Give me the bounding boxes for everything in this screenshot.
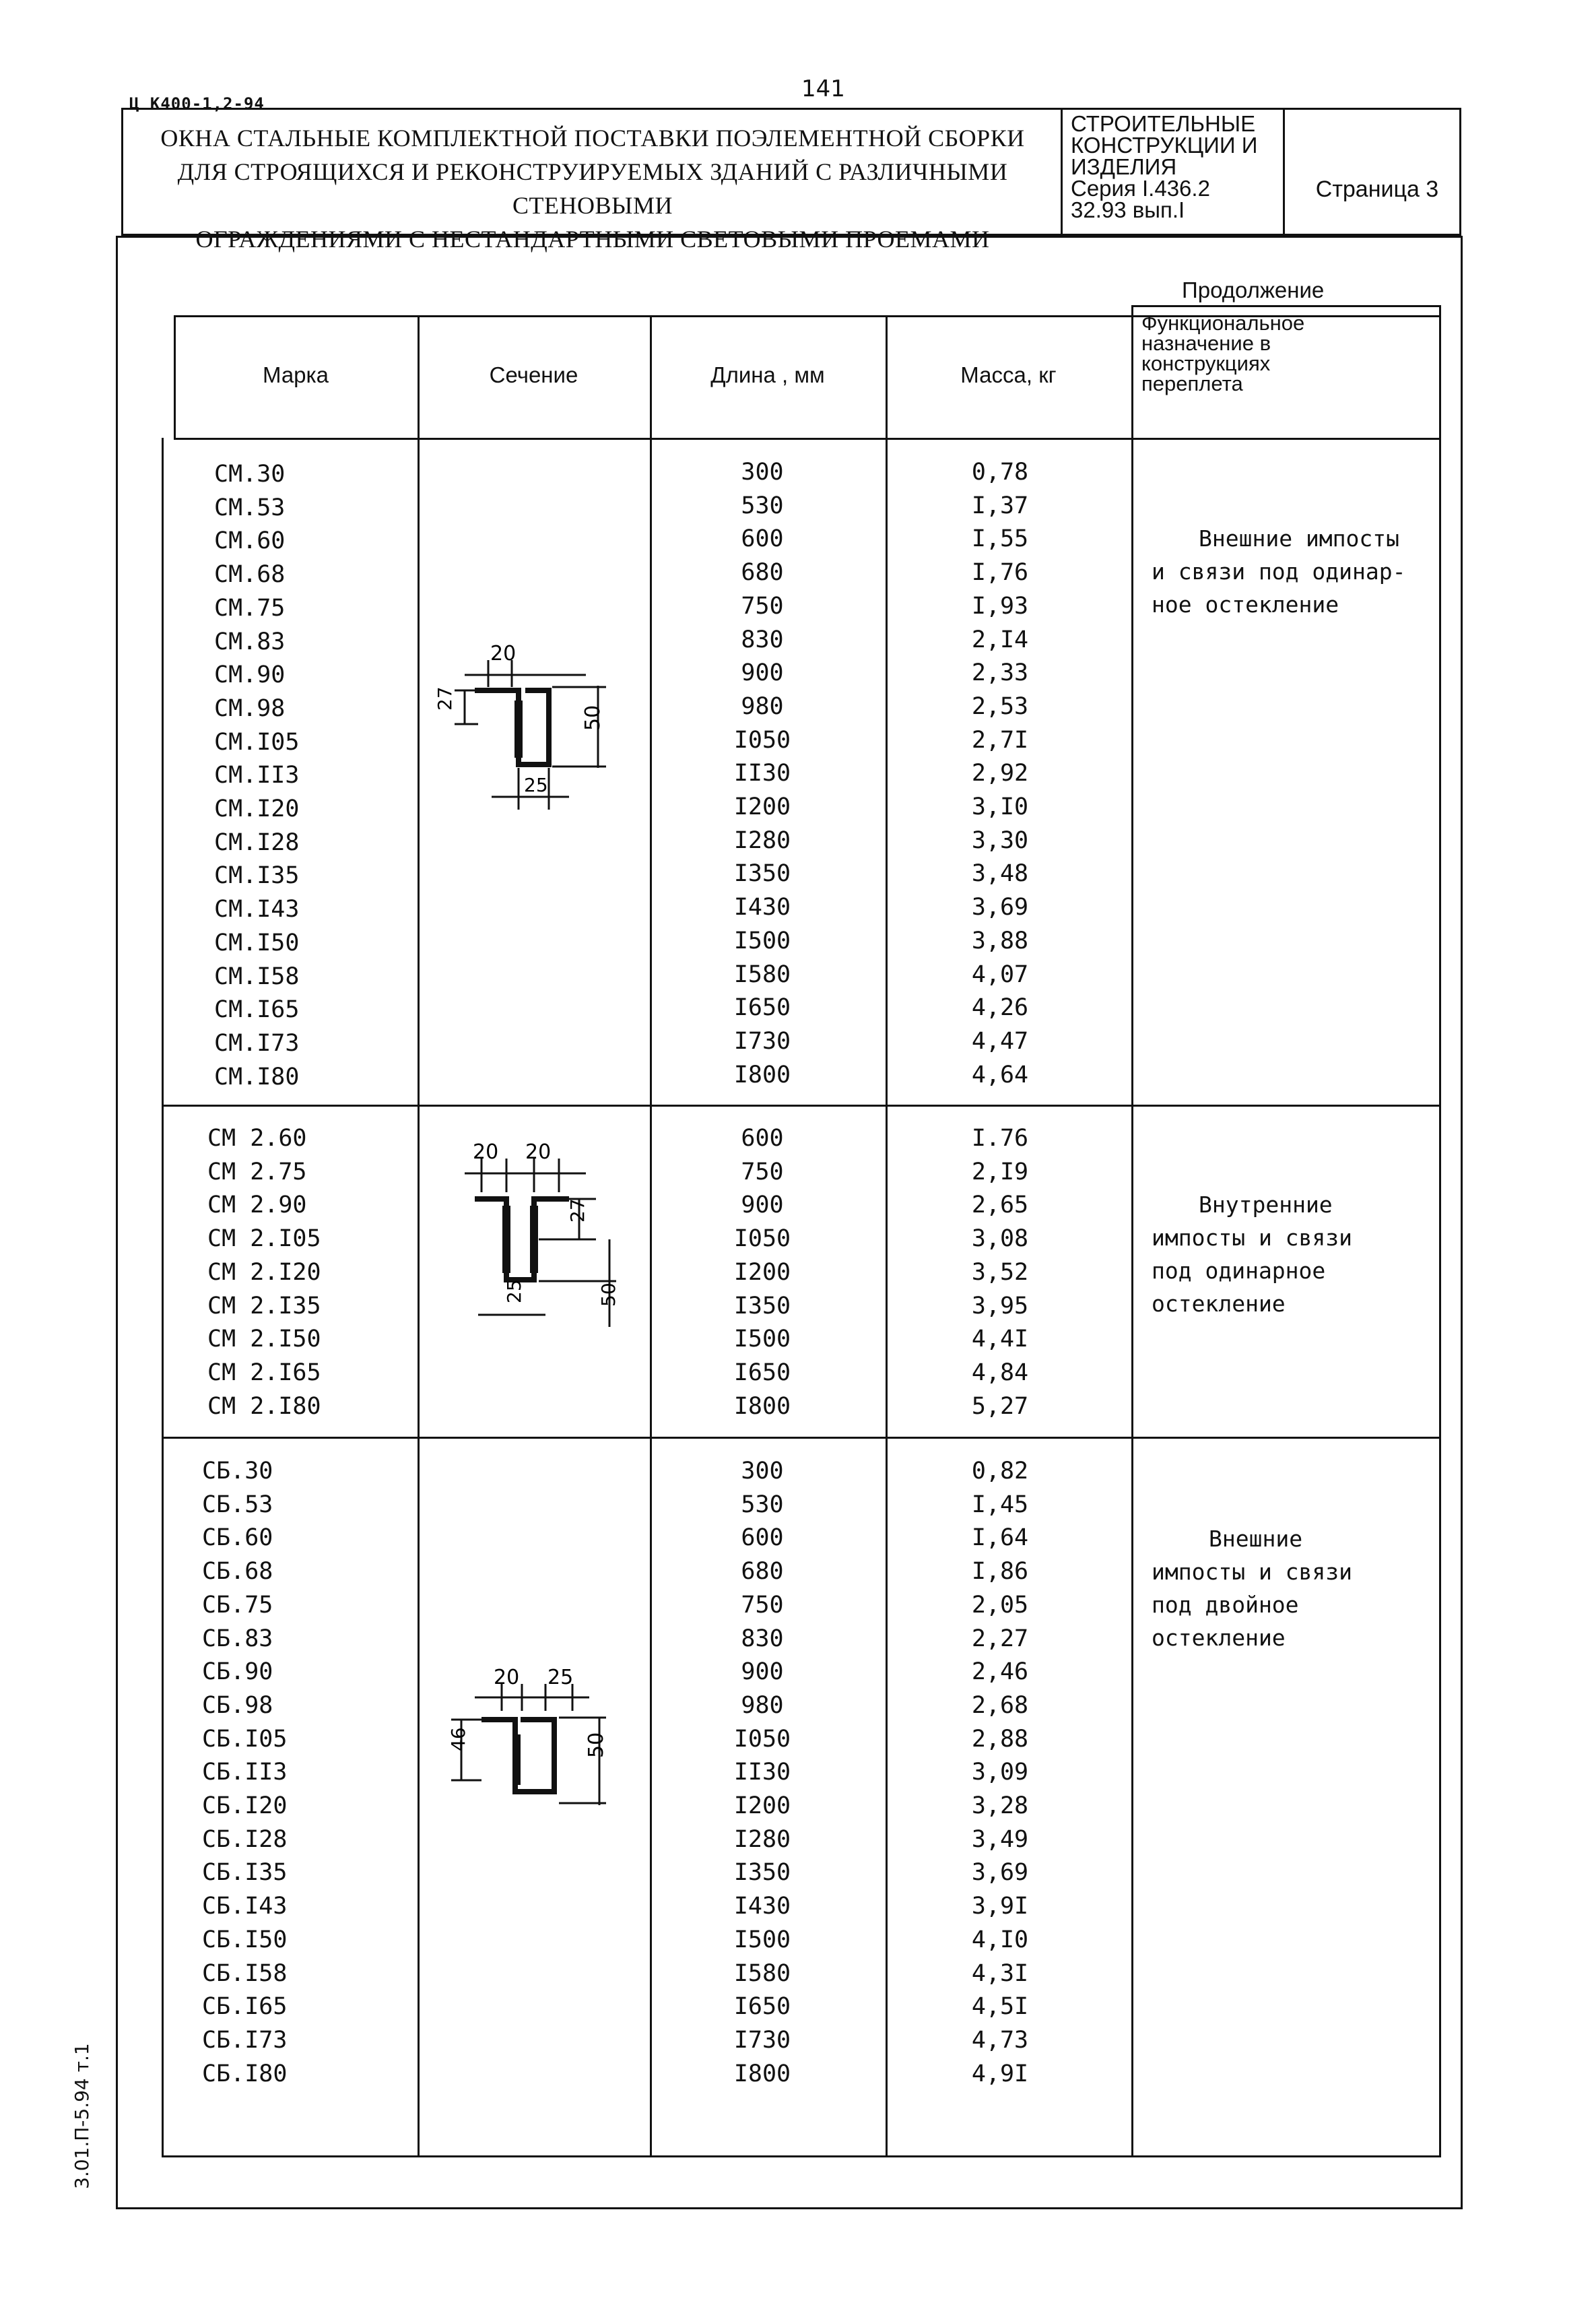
group-3-marks — [202, 1455, 424, 2091]
table-cell: I650 — [733, 1359, 791, 1386]
table-cell: СБ.53 — [202, 1491, 273, 1518]
table-cell: 680 — [741, 1558, 784, 1586]
table-cell: I800 — [733, 1392, 791, 1420]
table-cell: СБ.I50 — [202, 1926, 288, 1953]
table-cell: 600 — [741, 1524, 784, 1552]
table-cell: 3,I0 — [971, 793, 1029, 821]
function-line: под двойное — [1152, 1592, 1299, 1618]
column-line — [650, 315, 652, 2157]
table-cell: I800 — [733, 1061, 791, 1088]
table-cell: СБ.I65 — [202, 1993, 288, 2021]
table-cell: 3,69 — [971, 894, 1029, 921]
table-cell: I,86 — [971, 1558, 1029, 1586]
table-cell: СМ.60 — [214, 527, 286, 555]
table-cell: СМ.I05 — [214, 728, 300, 756]
table-cell: СМ.83 — [214, 628, 286, 655]
table-cell: СМ.90 — [214, 661, 286, 689]
table-cell: 3,95 — [971, 1292, 1029, 1320]
table-cell: 0,78 — [971, 459, 1029, 486]
table-cell: I200 — [733, 1792, 791, 1820]
table-cell: 4,5I — [971, 1993, 1029, 2021]
dim-label: 20 — [490, 642, 517, 665]
table-cell: СБ.I43 — [202, 1893, 288, 1920]
table-cell: СБ.90 — [202, 1658, 273, 1686]
table-cell: СМ 2.I35 — [207, 1292, 321, 1320]
table-cell: СБ.I35 — [202, 1859, 288, 1887]
table-cell: 2,27 — [971, 1625, 1029, 1652]
table-cell: СБ.30 — [202, 1458, 273, 1485]
table-cell: I730 — [733, 2026, 791, 2054]
table-cell: СМ.68 — [214, 561, 286, 589]
title-line: ДЛЯ СТРОЯЩИХСЯ И РЕКОНСТРУИРУЕМЫХ ЗДАНИЙ С РАЗЛИЧНЫМИ СТЕНОВЫМИ — [177, 158, 1008, 219]
table-cell: СБ.83 — [202, 1625, 273, 1652]
table-cell: I650 — [733, 1993, 791, 2021]
group-2-lengths — [688, 1122, 836, 1423]
table-cell: СМ.I65 — [214, 996, 300, 1024]
table-cell: 900 — [741, 1192, 784, 1219]
table-cell: I,64 — [971, 1524, 1029, 1552]
group-3-lengths — [688, 1455, 836, 2091]
header-separator — [174, 438, 1440, 440]
table-cell: СБ.I20 — [202, 1792, 288, 1820]
table-cell: СБ.I05 — [202, 1725, 288, 1753]
table-cell: СБ.I80 — [202, 2060, 288, 2087]
series-line: ИЗДЕЛИЯ — [1071, 154, 1177, 179]
table-top-border — [1131, 305, 1441, 307]
table-cell: СМ.53 — [214, 494, 286, 521]
series-line: Серия I.436.2 — [1071, 176, 1210, 201]
table-cell: 2,53 — [971, 692, 1029, 720]
table-cell: 3,30 — [971, 826, 1029, 854]
table-cell: 2,92 — [971, 760, 1029, 787]
table-cell: I730 — [733, 1027, 791, 1055]
table-cell: 0,82 — [971, 1458, 1029, 1485]
dim-label: 20 — [494, 1666, 520, 1689]
function-line: импосты и связи — [1152, 1225, 1353, 1251]
table-cell: СМ 2.I20 — [207, 1258, 321, 1286]
title-line: ОГРАЖДЕНИЯМИ С НЕСТАНДАРТНЫМИ СВЕТОВЫМИ ПРОЕМАМИ — [195, 226, 990, 253]
function-line: Внутренние — [1199, 1192, 1333, 1218]
table-cell: I050 — [733, 1225, 791, 1253]
table-cell: СМ.I50 — [214, 929, 300, 956]
table-cell: СМ.I58 — [214, 963, 300, 990]
table-cell: I200 — [733, 793, 791, 821]
table-cell: 750 — [741, 592, 784, 620]
dim-label: 50 — [597, 1282, 620, 1307]
table-cell: СБ.II3 — [202, 1759, 288, 1786]
group-1-function — [1152, 522, 1434, 621]
group-1-marks — [214, 458, 436, 1094]
table-cell: I.76 — [971, 1125, 1029, 1152]
table-cell: СБ.60 — [202, 1524, 273, 1552]
table-cell: 830 — [741, 1625, 784, 1652]
table-cell: СБ.I73 — [202, 2026, 288, 2054]
table-cell: I350 — [733, 1859, 791, 1887]
table-cell: СМ 2.I50 — [207, 1326, 321, 1353]
dim-label: 20 — [473, 1140, 499, 1164]
table-cell: 750 — [741, 1158, 784, 1185]
table-cell: 2,88 — [971, 1725, 1029, 1753]
table-cell: 4,3I — [971, 1959, 1029, 1987]
table-cell: 830 — [741, 626, 784, 653]
table-cell: 3,52 — [971, 1258, 1029, 1286]
table-cell: I650 — [733, 994, 791, 1022]
dim-label: 50 — [581, 705, 605, 731]
table-cell: СБ.98 — [202, 1691, 273, 1719]
table-cell: СМ.75 — [214, 594, 286, 622]
series-line: 32.93 вып.I — [1071, 197, 1185, 222]
table-cell: 4,07 — [971, 961, 1029, 988]
table-cell: I,76 — [971, 559, 1029, 587]
table-cell: СМ 2.75 — [207, 1158, 307, 1185]
column-line — [1131, 305, 1133, 2157]
table-cell: 3,88 — [971, 927, 1029, 954]
page-number: 141 — [801, 75, 845, 102]
table-cell: I280 — [733, 826, 791, 854]
group-separator — [162, 1105, 1440, 1107]
table-cell: 4,84 — [971, 1359, 1029, 1386]
table-cell: 530 — [741, 492, 784, 519]
title-line: ОКНА СТАЛЬНЫЕ КОМПЛЕКТНОЙ ПОСТАВКИ ПОЭЛЕМЕНТНОЙ СБОРКИ — [160, 125, 1025, 152]
dim-label: 20 — [525, 1140, 552, 1164]
table-cell: СМ 2.90 — [207, 1192, 307, 1219]
function-line: и связи под одинар- — [1152, 558, 1406, 585]
dim-label: 50 — [585, 1732, 608, 1758]
table-cell: СМ 2.I65 — [207, 1359, 321, 1386]
header-function-line: конструкциях — [1141, 352, 1271, 375]
table-cell: I050 — [733, 1725, 791, 1753]
group-2-marks — [207, 1122, 430, 1423]
group-3-function — [1152, 1522, 1434, 1654]
group-1-lengths — [688, 456, 836, 1092]
table-cell: I350 — [733, 1292, 791, 1320]
page-label: Страница 3 — [1315, 176, 1439, 202]
function-line: остекление — [1152, 1625, 1286, 1651]
header-length: Длина , мм — [710, 362, 825, 387]
table-cell: 600 — [741, 1125, 784, 1152]
group-separator — [162, 1437, 1440, 1439]
table-cell: I500 — [733, 1926, 791, 1953]
column-line — [886, 315, 888, 2157]
table-cell: 980 — [741, 692, 784, 720]
table-cell: I,55 — [971, 525, 1029, 553]
table-cell: СМ.I73 — [214, 1029, 300, 1057]
table-cell: I580 — [733, 1959, 791, 1987]
table-cell: 3,49 — [971, 1825, 1029, 1853]
function-line: Внешние — [1209, 1526, 1303, 1552]
table-cell: 2,I4 — [971, 626, 1029, 653]
table-cell: СМ.I20 — [214, 795, 300, 823]
table-cell: СМ.II3 — [214, 762, 300, 789]
dim-label: 25 — [503, 1279, 525, 1303]
profile-outline — [475, 690, 549, 764]
series-line: КОНСТРУКЦИИ И — [1071, 133, 1258, 158]
dim-label: 25 — [547, 1666, 574, 1689]
table-cell: 980 — [741, 1691, 784, 1719]
header-function-line: переплета — [1141, 372, 1243, 395]
continued-label: Продолжение — [1182, 278, 1325, 302]
table-bottom-border — [162, 2155, 1440, 2157]
dim-label: 27 — [566, 1198, 589, 1223]
group-2-masses — [933, 1122, 1067, 1423]
table-cell: СМ.I43 — [214, 896, 300, 923]
table-cell: 3,9I — [971, 1893, 1029, 1920]
table-cell: 4,64 — [971, 1061, 1029, 1088]
header-function — [1141, 313, 1438, 394]
table-cell: 4,47 — [971, 1027, 1029, 1055]
table-cell: СБ.75 — [202, 1591, 273, 1619]
table-cell: СМ.I80 — [214, 1063, 300, 1091]
table-cell: 2,7I — [971, 726, 1029, 754]
column-line — [1439, 305, 1441, 2157]
section-drawing-sm — [424, 633, 646, 815]
table-cell: СМ 2.I80 — [207, 1392, 321, 1420]
table-cell: СМ.I28 — [214, 828, 300, 856]
table-cell: I280 — [733, 1825, 791, 1853]
header-function-line: Функциональное — [1141, 311, 1305, 335]
table-cell: 900 — [741, 1658, 784, 1686]
table-cell: 600 — [741, 525, 784, 553]
table-cell: 300 — [741, 1458, 784, 1485]
table-cell: 3,09 — [971, 1759, 1029, 1786]
divider — [1061, 108, 1063, 236]
group-1-masses — [933, 456, 1067, 1092]
function-line: под одинарное — [1152, 1258, 1326, 1284]
table-cell: 4,I0 — [971, 1926, 1029, 1953]
table-cell: I800 — [733, 2060, 791, 2087]
table-cell: I500 — [733, 1326, 791, 1353]
section-drawing-sb — [434, 1660, 650, 1822]
table-cell: 2,65 — [971, 1192, 1029, 1219]
function-line: Внешние импосты — [1199, 525, 1400, 552]
header-section: Сечение — [489, 362, 578, 387]
table-cell: 2,33 — [971, 659, 1029, 687]
table-cell: 3,69 — [971, 1859, 1029, 1887]
table-cell: 4,4I — [971, 1326, 1029, 1353]
table-cell: I500 — [733, 927, 791, 954]
table-cell: СМ.98 — [214, 694, 286, 722]
table-cell: СМ.I35 — [214, 862, 300, 890]
table-cell: I430 — [733, 894, 791, 921]
table-cell: 3,48 — [971, 860, 1029, 888]
group-2-function — [1152, 1188, 1434, 1320]
dim-label: 46 — [447, 1727, 469, 1751]
section-drawing-sm2 — [431, 1138, 646, 1340]
table-cell: 300 — [741, 459, 784, 486]
function-line: остекление — [1152, 1291, 1286, 1317]
table-cell: СБ.I28 — [202, 1825, 288, 1853]
header-mass: Масса, кг — [960, 362, 1057, 387]
table-cell: I,93 — [971, 592, 1029, 620]
function-line: импосты и связи — [1152, 1559, 1353, 1585]
table-cell: 4,9I — [971, 2060, 1029, 2087]
table-cell: 530 — [741, 1491, 784, 1518]
table-cell: СБ.68 — [202, 1558, 273, 1586]
table-cell: I200 — [733, 1258, 791, 1286]
table-cell: 2,I9 — [971, 1158, 1029, 1185]
table-cell: I580 — [733, 961, 791, 988]
group-3-masses — [933, 1455, 1067, 2091]
table-cell: 3,28 — [971, 1792, 1029, 1820]
header-function-line: назначение в — [1141, 331, 1271, 355]
table-cell: СМ 2.60 — [207, 1125, 307, 1152]
table-cell: II30 — [733, 760, 791, 787]
document-code: Ц К400-1,2-94 — [129, 94, 265, 113]
dim-label: 25 — [524, 774, 548, 796]
series-line: СТРОИТЕЛЬНЫЕ — [1071, 111, 1256, 136]
table-cell: II30 — [733, 1759, 791, 1786]
function-line: ное остекление — [1152, 591, 1339, 618]
table-cell: 2,05 — [971, 1591, 1029, 1619]
series-info — [1071, 113, 1286, 221]
side-stamp: 3.01.П-5.94 т.1 — [71, 2043, 93, 2189]
column-line — [162, 438, 164, 2157]
table-cell: СМ.30 — [214, 461, 286, 488]
table-cell: 3,08 — [971, 1225, 1029, 1253]
table-cell: 750 — [741, 1591, 784, 1619]
table-cell: 4,73 — [971, 2026, 1029, 2054]
table-cell: 900 — [741, 659, 784, 687]
table-cell: I430 — [733, 1893, 791, 1920]
dim-label: 27 — [434, 686, 456, 711]
table-cell: 5,27 — [971, 1392, 1029, 1420]
table-cell: I350 — [733, 860, 791, 888]
table-cell: СБ.I58 — [202, 1959, 288, 1987]
table-cell: I050 — [733, 726, 791, 754]
table-cell: 4,26 — [971, 994, 1029, 1022]
table-cell: 2,68 — [971, 1691, 1029, 1719]
table-cell: 2,46 — [971, 1658, 1029, 1686]
table-cell: I,45 — [971, 1491, 1029, 1518]
table-cell: I,37 — [971, 492, 1029, 519]
table-cell: СМ 2.I05 — [207, 1225, 321, 1253]
header-mark: Марка — [262, 362, 329, 387]
table-cell: 680 — [741, 559, 784, 587]
